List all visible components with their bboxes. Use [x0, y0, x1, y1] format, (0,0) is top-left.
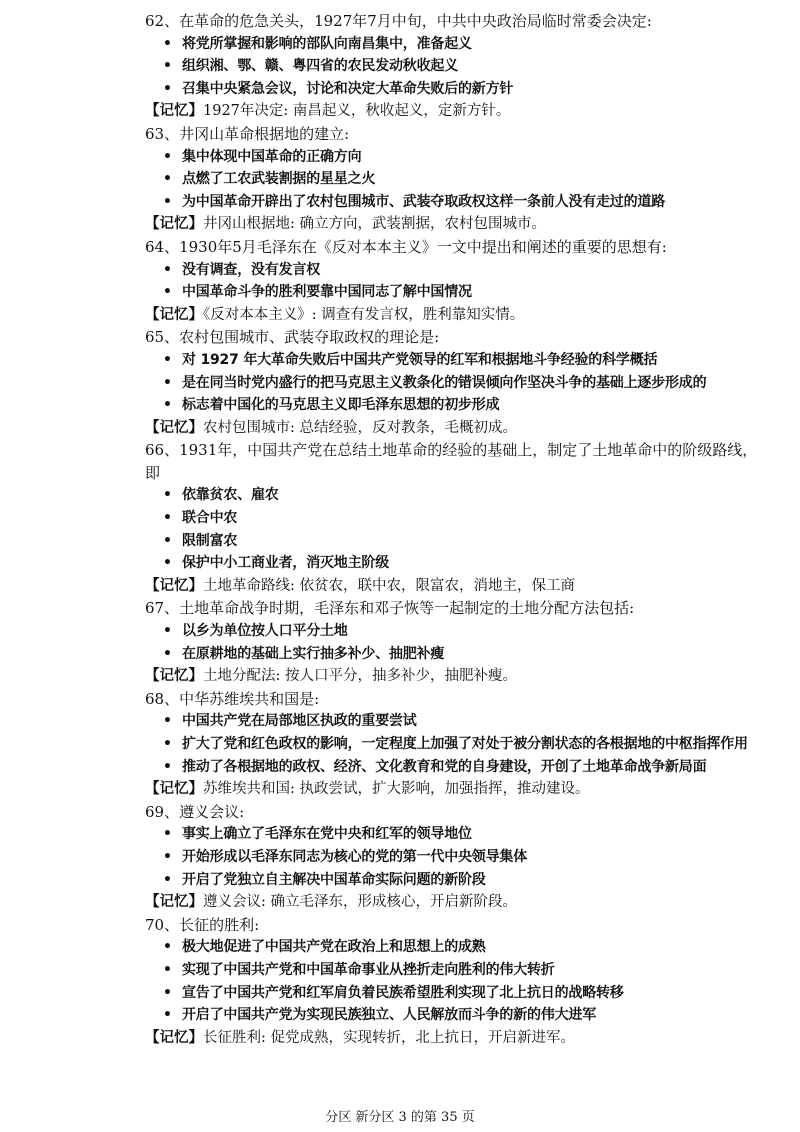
memo-tag: 【记忆】	[145, 577, 203, 594]
document-body	[145, 10, 765, 1049]
bullet-icon: •	[163, 713, 172, 730]
section	[145, 123, 765, 236]
bullet-icon: •	[163, 1007, 172, 1024]
section	[145, 801, 765, 914]
bullet-item: • 事实上确立了毛泽东在党中央和红军的领导地位	[145, 823, 765, 846]
memo-tag: 【记忆】	[145, 419, 203, 436]
bullet-icon: •	[163, 848, 172, 865]
bullet-item: • 标志着中国化的马克思主义即毛泽东思想的初步形成	[145, 394, 765, 417]
question-heading: 62、在革命的危急关头，1927年7月中旬，中共中央政治局临时常委会决定:	[145, 12, 652, 30]
question-heading: 67、土地革命战争时期，毛泽东和邓子恢等一起制定的土地分配方法包括:	[145, 599, 635, 618]
bullet-icon: •	[163, 984, 172, 1001]
memo-text: 农村包围城市: 总结经验，反对教条，毛概初成。	[203, 419, 517, 436]
bullet-item: • 召集中央紧急会议，讨论和决定大革命失败后的新方针	[145, 78, 765, 101]
question-heading: 68、中华苏维埃共和国是:	[145, 689, 320, 708]
bullet-icon: •	[163, 80, 172, 97]
memo-tag: 【记忆】	[145, 103, 203, 120]
bullet-list	[145, 349, 765, 417]
memo-text: 土地分配法: 按人口平分，抽多补少，抽肥补瘦。	[203, 668, 517, 685]
bullet-icon: •	[163, 171, 172, 188]
memo-line	[145, 100, 765, 123]
memo-line	[145, 417, 765, 440]
memo-line	[145, 213, 765, 236]
bullet-list	[145, 620, 765, 665]
bullet-item: • 联合中农	[145, 507, 765, 530]
bullet-list	[145, 936, 765, 1026]
question-heading: 69、遵义会议:	[145, 802, 245, 821]
memo-text: 1927年决定: 南昌起义，秋收起义，定新方针。	[203, 103, 511, 120]
bullet-item: • 开启了党独立自主解决中国革命实际问题的新阶段	[145, 869, 765, 892]
bullet-icon: •	[163, 758, 172, 775]
memo-line	[145, 778, 765, 801]
bullet-item: • 实现了中国共产党和中国革命事业从挫折走向胜利的伟大转折	[145, 959, 765, 982]
bullet-item: • 宣告了中国共产党和红军肩负着民族希望胜利实现了北上抗日的战略转移	[145, 982, 765, 1005]
bullet-item: • 在原耕地的基础上实行抽多补少、抽肥补瘦	[145, 643, 765, 666]
bullet-item: • 将党所掌握和影响的部队向南昌集中，准备起义	[145, 33, 765, 56]
memo-tag: 【记忆】	[145, 216, 203, 233]
memo-tag: 【记忆】	[145, 306, 203, 323]
bullet-icon: •	[163, 351, 172, 368]
memo-text: 长征胜利: 促党成熟，实现转折，北上抗日，开启新进军。	[203, 1029, 575, 1046]
section	[145, 688, 765, 801]
bullet-icon: •	[163, 284, 172, 301]
bullet-icon: •	[163, 35, 172, 52]
bullet-icon: •	[163, 532, 172, 549]
memo-tag: 【记忆】	[145, 781, 203, 798]
memo-text: 土地革命路线: 依贫农，联中农，限富农，消地主，保工商	[203, 577, 575, 594]
memo-text: 《反对本本主义》: 调查有发言权，胜利靠知实情。	[203, 306, 525, 323]
bullet-icon: •	[163, 148, 172, 165]
bullet-item: • 为中国革命开辟出了农村包围城市、武装夺取政权这样一条前人没有走过的道路	[145, 191, 765, 214]
section	[145, 10, 765, 123]
memo-line	[145, 1027, 765, 1050]
bullet-list	[145, 823, 765, 891]
memo-line	[145, 665, 765, 688]
bullet-item: • 对 1927 年大革命失败后中国共产党领导的红军和根据地斗争经验的科学概括	[145, 349, 765, 372]
bullet-list	[145, 259, 765, 304]
question-heading: 64、1930年5月毛泽东在《反对本本主义》一文中提出和阐述的重要的思想有:	[145, 237, 667, 256]
bullet-item: • 保护中小工商业者，消灭地主阶级	[145, 552, 765, 575]
bullet-item: • 没有调查，没有发言权	[145, 259, 765, 282]
memo-tag: 【记忆】	[145, 1029, 203, 1046]
memo-tag: 【记忆】	[145, 894, 203, 911]
bullet-list	[145, 710, 765, 778]
section	[145, 597, 765, 687]
memo-tag: 【记忆】	[145, 668, 203, 685]
bullet-item: • 集中体现中国革命的正确方向	[145, 146, 765, 169]
bullet-item: • 开启了中国共产党为实现民族独立、人民解放而斗争的新的伟大进军	[145, 1004, 765, 1027]
section	[145, 326, 765, 439]
bullet-icon: •	[163, 736, 172, 752]
question-heading: 70、长征的胜利:	[145, 915, 260, 934]
bullet-icon: •	[163, 645, 172, 662]
bullet-list	[145, 146, 765, 214]
memo-line	[145, 575, 765, 598]
bullet-list	[145, 33, 765, 101]
bullet-item: • 开始形成以毛泽东同志为核心的党的第一代中央领导集体	[145, 846, 765, 869]
section	[145, 914, 765, 1050]
bullet-icon: •	[163, 374, 172, 391]
bullet-item: • 依靠贫农、雇农	[145, 484, 765, 507]
bullet-icon: •	[163, 826, 172, 843]
bullet-item: • 推动了各根据地的政权、经济、文化教育和党的自身建设，开创了土地革命战争新局面	[145, 756, 765, 779]
bullet-icon: •	[163, 623, 172, 640]
memo-line	[145, 891, 765, 914]
bullet-icon: •	[163, 961, 172, 978]
bullet-item: • 极大地促进了中国共产党在政治上和思想上的成熟	[145, 936, 765, 959]
bullet-icon: •	[163, 510, 172, 527]
bullet-item: • 组织湘、鄂、赣、粤四省的农民发动秋收起义	[145, 55, 765, 78]
bullet-icon: •	[163, 397, 172, 414]
question-heading: 66、1931年，中国共产党在总结土地革命的经验的基础上，制定了土地革命中的阶级路线，即	[145, 441, 758, 482]
bullet-icon: •	[163, 193, 172, 210]
page-footer: 分区 新分区 3 的第 35 页	[325, 1110, 475, 1125]
bullet-item: • 中国共产党在局部地区执政的重要尝试	[145, 710, 765, 733]
bullet-list	[145, 484, 765, 574]
memo-text: 遵义会议: 确立毛泽东，形成核心，开启新阶段。	[203, 894, 517, 911]
section	[145, 236, 765, 326]
bullet-icon: •	[163, 939, 172, 956]
bullet-item: • 点燃了工农武装割据的星星之火	[145, 168, 765, 191]
bullet-icon: •	[163, 555, 172, 572]
bullet-item: • 中国革命斗争的胜利要靠中国同志了解中国情况	[145, 281, 765, 304]
bullet-icon: •	[163, 261, 172, 278]
question-heading: 65、农村包围城市、武装夺取政权的理论是:	[145, 328, 440, 347]
question-heading: 63、井冈山革命根据地的建立:	[145, 124, 350, 143]
memo-line	[145, 304, 765, 327]
memo-text: 苏维埃共和国: 执政尝试，扩大影响，加强指挥，推动建设。	[203, 781, 590, 798]
bullet-icon: •	[163, 487, 172, 504]
memo-text: 井冈山根据地: 确立方向，武装割据，农村包围城市。	[203, 216, 546, 233]
bullet-item: • 扩大了党和红色政权的影响，一定程度上加强了对处于被分割状态的各根据地的中枢指挥作用	[145, 733, 765, 756]
bullet-item: • 限制富农	[145, 530, 765, 553]
bullet-icon: •	[163, 871, 172, 888]
section	[145, 439, 765, 597]
bullet-item: • 是在同当时党内盛行的把马克思主义教条化的错误倾向作坚决斗争的基础上逐步形成的	[145, 372, 765, 395]
bullet-item: • 以乡为单位按人口平分土地	[145, 620, 765, 643]
bullet-icon: •	[163, 58, 172, 75]
